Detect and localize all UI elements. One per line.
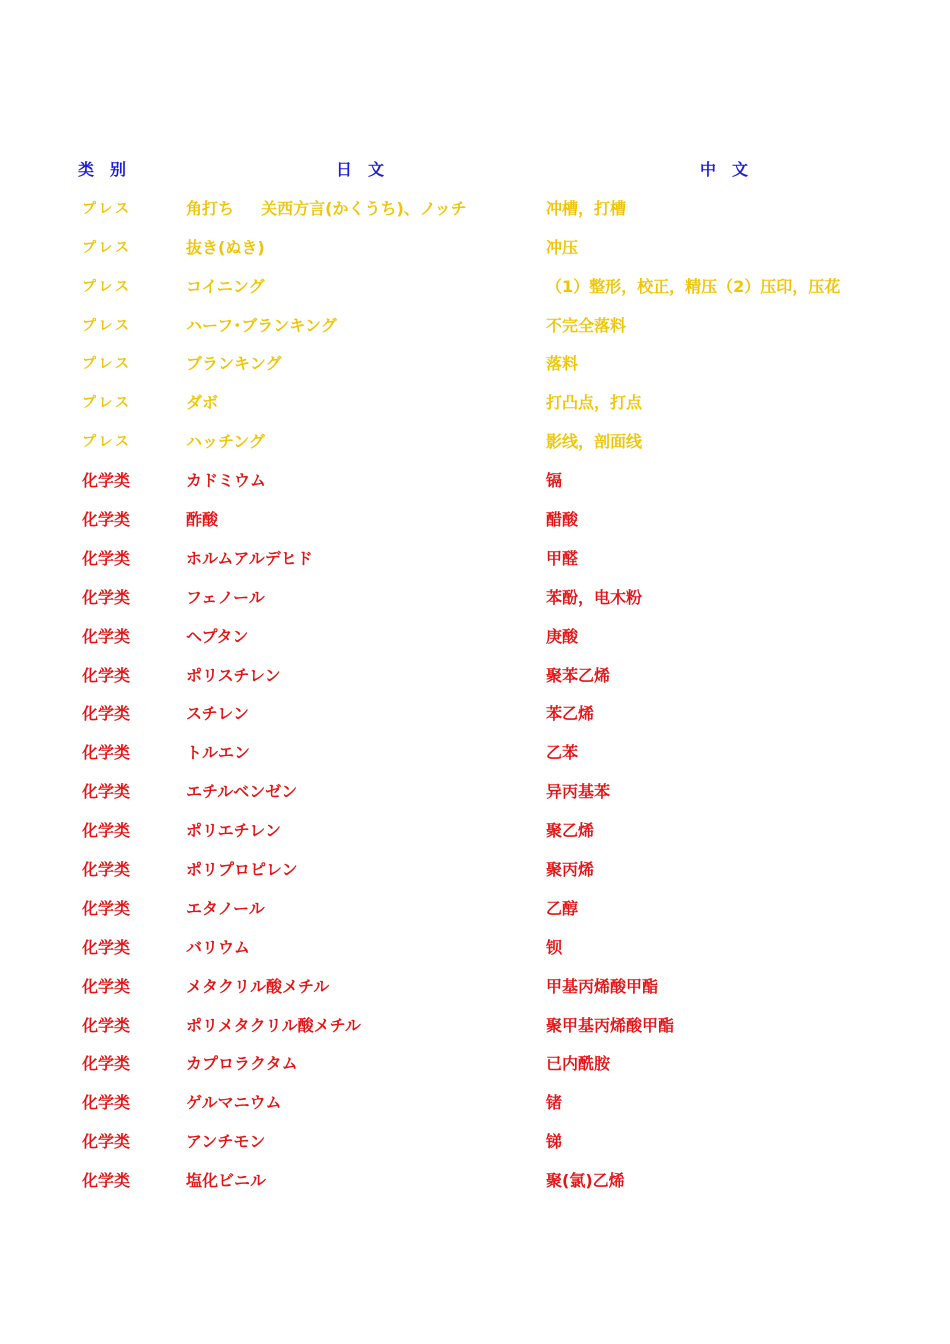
category-cell: プレス (82, 356, 133, 373)
category-cell: プレス (82, 239, 133, 256)
category-cell: プレス (82, 317, 133, 334)
header-category: 类 别 (78, 160, 127, 179)
table-row (0, 774, 950, 813)
japanese-cell: ポリスチレン (186, 665, 281, 685)
japanese-cell: トルエン (186, 743, 251, 763)
japanese-cell: スチレン (186, 704, 249, 724)
chinese-cell: （1）整形，校正，精压（2）压印，压花 (546, 276, 841, 296)
table-row (0, 1163, 950, 1202)
japanese-cell: 角打ち 关西方言(かくうち)、ノッチ (186, 198, 467, 218)
category-cell: 化学类 (82, 587, 131, 607)
japanese-cell: ポリプロピレン (186, 860, 298, 880)
chinese-cell: 冲槽，打槽 (546, 198, 627, 218)
japanese-cell: エタノール (186, 898, 265, 918)
table-row (0, 230, 950, 269)
chinese-cell: 落料 (546, 354, 579, 374)
category-cell: 化学类 (82, 1093, 131, 1113)
chinese-cell: 钡 (546, 937, 563, 957)
table-row (0, 658, 950, 697)
table-row (0, 735, 950, 774)
category-cell: 化学类 (82, 860, 131, 880)
japanese-cell: メタクリル酸メチル (186, 976, 330, 996)
table-row (0, 191, 950, 230)
category-cell: 化学类 (82, 626, 131, 646)
japanese-cell: バリウム (186, 937, 250, 957)
category-cell: 化学类 (82, 1132, 131, 1152)
table-row (0, 541, 950, 580)
chinese-cell: 异丙基苯 (546, 782, 611, 802)
category-cell: 化学类 (82, 1054, 131, 1074)
category-cell: 化学类 (82, 937, 131, 957)
chinese-cell: 冲压 (546, 237, 579, 257)
japanese-cell: ポリエチレン (186, 821, 281, 841)
chinese-cell: 聚甲基丙烯酸甲酯 (546, 1015, 675, 1035)
category-cell: 化学类 (82, 548, 131, 568)
category-cell: 化学类 (82, 1171, 131, 1191)
table-row (0, 580, 950, 619)
category-cell: 化学类 (82, 510, 131, 530)
chinese-cell: 聚苯乙烯 (546, 665, 611, 685)
chinese-cell: 乙醇 (546, 898, 579, 918)
category-cell: プレス (82, 434, 133, 451)
chinese-cell: 苯酚，电木粉 (546, 587, 643, 607)
header-japanese: 日 文 (336, 160, 385, 179)
table-row (0, 424, 950, 463)
table-row (0, 852, 950, 891)
table-row (0, 1008, 950, 1047)
chinese-cell: 锑 (546, 1132, 563, 1152)
category-cell: 化学类 (82, 665, 131, 685)
glossary-table (0, 152, 950, 1202)
japanese-cell: ヘプタン (186, 626, 249, 646)
category-cell: プレス (82, 200, 133, 217)
table-row (0, 269, 950, 308)
table-row (0, 502, 950, 541)
category-cell: プレス (82, 395, 133, 412)
table-row (0, 891, 950, 930)
category-cell: 化学类 (82, 704, 131, 724)
header-chinese: 中 文 (700, 160, 749, 179)
chinese-cell: 锗 (546, 1093, 563, 1113)
chinese-cell: 打凸点，打点 (546, 393, 643, 413)
table-row (0, 619, 950, 658)
chinese-cell: 甲醛 (546, 548, 579, 568)
chinese-cell: 苯乙烯 (546, 704, 595, 724)
japanese-cell: 酢酸 (186, 510, 219, 530)
table-row (0, 696, 950, 735)
japanese-cell: ブランキング (186, 354, 282, 374)
category-cell: 化学类 (82, 898, 131, 918)
table-body (0, 191, 950, 1202)
table-row (0, 930, 950, 969)
japanese-cell: エチルベンゼン (186, 782, 298, 802)
category-cell: プレス (82, 278, 133, 295)
category-cell: 化学类 (82, 743, 131, 763)
table-row (0, 813, 950, 852)
chinese-cell: 醋酸 (546, 510, 579, 530)
table-row (0, 346, 950, 385)
chinese-cell: 镉 (546, 471, 563, 491)
chinese-cell: 聚(氯)乙烯 (546, 1171, 625, 1191)
chinese-cell: 已内酰胺 (546, 1054, 611, 1074)
category-cell: 化学类 (82, 471, 131, 491)
table-row (0, 463, 950, 502)
japanese-cell: カプロラクタム (186, 1054, 298, 1074)
table-row (0, 1085, 950, 1124)
japanese-cell: コイニング (186, 276, 265, 296)
japanese-cell: 抜き(ぬき) (186, 237, 265, 257)
table-row (0, 969, 950, 1008)
chinese-cell: 乙苯 (546, 743, 579, 763)
table-row (0, 385, 950, 424)
table-row (0, 1046, 950, 1085)
chinese-cell: 不完全落料 (546, 315, 627, 335)
category-cell: 化学类 (82, 782, 131, 802)
japanese-cell: ダボ (186, 393, 219, 413)
table-header-row (0, 152, 950, 191)
category-cell: 化学类 (82, 821, 131, 841)
japanese-cell: ホルムアルデヒド (186, 548, 313, 568)
japanese-cell: アンチモン (186, 1132, 266, 1152)
chinese-cell: 聚乙烯 (546, 821, 595, 841)
japanese-cell: フェノール (186, 587, 265, 607)
chinese-cell: 聚丙烯 (546, 860, 595, 880)
chinese-cell: 影线，剖面线 (546, 432, 643, 452)
japanese-cell: カドミウム (186, 471, 266, 491)
table-row (0, 1124, 950, 1163)
chinese-cell: 甲基丙烯酸甲酯 (546, 976, 659, 996)
category-cell: 化学类 (82, 1015, 131, 1035)
japanese-cell: 塩化ビニル (186, 1171, 267, 1191)
japanese-cell: ハッチング (186, 432, 265, 452)
chinese-cell: 庚酸 (546, 626, 579, 646)
table-row (0, 308, 950, 347)
japanese-cell: ゲルマニウム (186, 1093, 282, 1113)
japanese-cell: ポリメタクリル酸メチル (186, 1015, 361, 1035)
category-cell: 化学类 (82, 976, 131, 996)
japanese-cell: ハーフ･ブランキング (186, 315, 337, 335)
